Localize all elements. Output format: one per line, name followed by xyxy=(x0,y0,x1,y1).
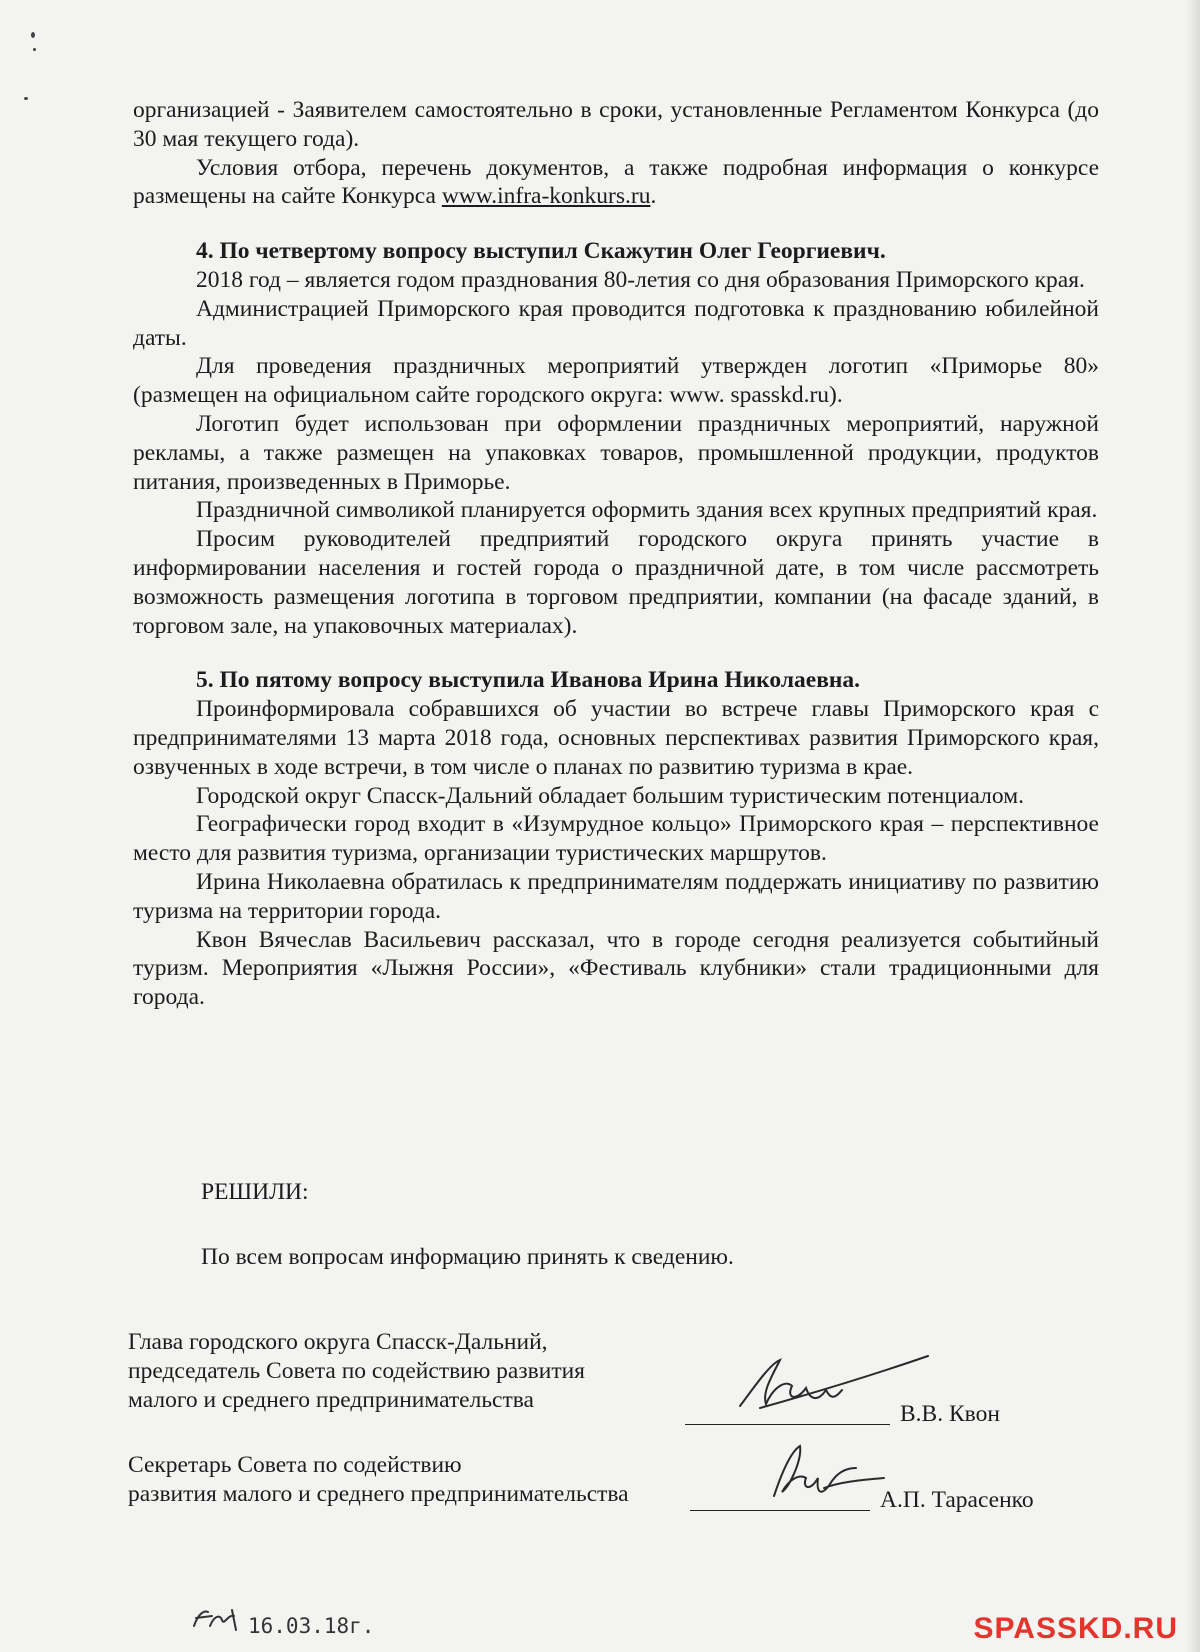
decision-heading: РЕШИЛИ: xyxy=(201,1179,309,1205)
page-edge-shadow xyxy=(1186,0,1200,1652)
signature-title-line: Секретарь Совета по содействию xyxy=(128,1452,462,1478)
paragraph: Просим руководителей предприятий городского округа принять участие в информировании населения и гостей города о праздничной дате, в том числе рассмотреть возможность размещения логотипа в торговом предприятии, компании (на фасаде зданий, в торговом зале, на упаковочных материалах). xyxy=(133,526,1099,639)
signature-1-name: В.В. Квон xyxy=(900,1401,1000,1427)
paragraph: Квон Вячеслав Васильевич рассказал, что в городе сегодня реализуется событийный туризм. Мероприятия «Лыжня России», «Фестиваль клубники» стали традиционными для города. xyxy=(133,926,1099,1011)
decision-text: По всем вопросам информацию принять к сведению. xyxy=(201,1244,734,1270)
paragraph: Праздничной символикой планируется оформить здания всех крупных предприятий края. xyxy=(196,497,1098,524)
section-4-heading: 4. По четвертому вопросу выступил Скажутин Олег Георгиевич. xyxy=(196,238,886,265)
paragraph: Проинформировала собравшихся об участии во встрече главы Приморского края с предпринимателями 13 марта 2018 года, основных перспективах развития Приморского края, озвученных в ходе встречи, в том числе о планах по развитию туризма в крае. xyxy=(133,696,1099,780)
signature-title-line: развития малого и среднего предпринимательства xyxy=(128,1481,629,1507)
signature-title-line: малого и среднего предпринимательства xyxy=(128,1387,534,1413)
signature-title-line: председатель Совета по содействию развития xyxy=(128,1358,585,1384)
paragraph-text: . xyxy=(650,183,657,210)
scan-speck xyxy=(31,32,35,38)
signature-line xyxy=(685,1424,890,1425)
paragraph: Городской округ Спасск-Дальний обладает большим туристическим потенциалом. xyxy=(196,782,1024,809)
signature-title-line: Глава городского округа Спасск-Дальний, xyxy=(128,1329,548,1355)
paragraph: Для проведения праздничных мероприятий утвержден логотип «Приморье 80» (размещен на официальном сайте городского округа: www. spasskd.ru). xyxy=(133,353,1099,409)
paragraph: Администрацией Приморского края проводится подготовка к празднованию юбилейной даты. xyxy=(133,295,1099,351)
signature-2-title xyxy=(128,1451,629,1509)
section-5-heading: 5. По пятому вопросу выступила Иванова Ирина Николаевна. xyxy=(196,667,861,694)
scan-speck xyxy=(24,97,28,100)
document-body xyxy=(133,96,1099,1012)
paragraph xyxy=(133,154,1099,212)
signature-1-title xyxy=(128,1328,585,1415)
paragraph: Ирина Николаевна обратилась к предпринимателям поддержать инициативу по развитию туризма на территории города. xyxy=(133,868,1099,924)
paragraph: 2018 год – является годом празднования 80-летия со дня образования Приморского края. xyxy=(196,266,1085,293)
handwritten-initials xyxy=(188,1604,246,1634)
paragraph-text: Условия отбора, перечень документов, а также подробная информация о конкурсе размещены на сайте Конкурса xyxy=(133,154,1099,210)
contest-website-link[interactable]: www.infra-konkurs.ru xyxy=(441,183,651,210)
signature-2-name: А.П. Тарасенко xyxy=(880,1487,1034,1513)
signature-line xyxy=(690,1510,870,1511)
handwritten-date: 16.03.18г. xyxy=(248,1614,375,1638)
scan-speck xyxy=(33,48,36,51)
handwritten-signature-tarasenko xyxy=(760,1438,900,1508)
paragraph: Логотип будет использован при оформлении праздничных мероприятий, наружной рекламы, а также размещен на упаковках товаров, промышленной продукции, продуктов питания, произведенных в Приморье. xyxy=(133,410,1099,495)
paragraph: организацией - Заявителем самостоятельно в сроки, установленные Регламентом Конкурса (до 30 мая текущего года). xyxy=(133,97,1099,152)
paragraph: Географически город входит в «Изумрудное кольцо» Приморского края – перспективное место для развития туризма, организации туристических маршрутов. xyxy=(133,811,1099,867)
watermark: SPASSKD.RU xyxy=(973,1612,1178,1645)
